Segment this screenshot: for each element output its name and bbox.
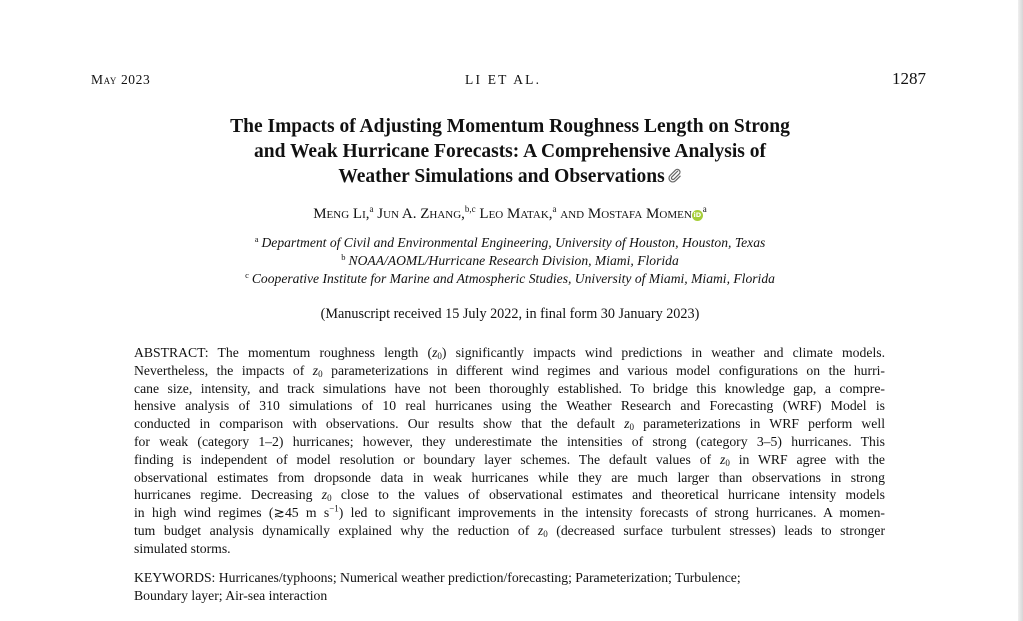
abstract-line-3: cane size, intensity, and track simulations have not been thoroughly established. To bridge this knowledge gap, a compre- bbox=[134, 380, 885, 396]
running-head bbox=[91, 70, 926, 90]
affiliation-c bbox=[180, 271, 840, 287]
manuscript-dates: (Manuscript received 15 July 2022, in final form 30 January 2023) bbox=[320, 306, 700, 322]
paperclip-icon[interactable] bbox=[667, 168, 682, 183]
keywords-text-1: Hurricanes/typhoons; Numerical weather prediction/forecasting; Parameterization; Turbulence; bbox=[215, 570, 741, 585]
keywords-line-1 bbox=[134, 569, 885, 587]
author-4[interactable] bbox=[560, 206, 706, 222]
author-2[interactable] bbox=[377, 206, 475, 222]
orcid-icon[interactable]: iD bbox=[693, 211, 702, 219]
affiliation-b bbox=[180, 253, 840, 269]
author-1-affil: a bbox=[369, 204, 374, 214]
page-number: 1287 bbox=[892, 69, 926, 88]
affiliation-a-marker: a bbox=[254, 234, 259, 244]
abstract-line-12: simulated storms. bbox=[134, 540, 231, 556]
abstract-line-5: conducted in comparison with observations. Our results show that the default $z_0$ parameterizations in WRF perform well bbox=[134, 416, 885, 433]
abstract-label: ABSTRACT: bbox=[134, 345, 209, 360]
abstract-line-2: Nevertheless, the impacts of $z_0$ parameterizations in different wind regimes and various model configurations on the hurri- bbox=[134, 362, 885, 379]
affiliation-c-text: Cooperative Institute for Marine and Atmospheric Studies, University of Miami, Miami, Florida bbox=[251, 271, 775, 286]
author-3-affil: a bbox=[552, 204, 557, 214]
author-1[interactable] bbox=[313, 206, 373, 222]
title-line-3-text: Weather Simulations and Observations bbox=[338, 166, 665, 187]
z0-symbol: $z_0$ bbox=[537, 522, 548, 539]
z0-symbol: $z_0$ bbox=[321, 487, 332, 504]
keywords-line-2: Boundary layer; Air-sea interaction bbox=[134, 587, 328, 603]
affiliation-b-text: NOAA/AOML/Hurricane Research Division, Miami, Florida bbox=[348, 253, 679, 268]
author-list bbox=[180, 206, 840, 223]
author-3[interactable] bbox=[479, 206, 556, 222]
abstract-line-9: hurricanes regime. Decreasing $z_0$ close to the values of observational estimates and theoretical hurricane intensity models bbox=[134, 487, 885, 504]
abstract-line-8: observational estimates from dropsonde data in weak hurricanes while they are much larger than observations in strong bbox=[134, 469, 885, 485]
z0-symbol: $z_0$ bbox=[719, 451, 730, 468]
author-2-name: Jun A. Zhang, bbox=[377, 206, 465, 222]
author-4-affil: a bbox=[702, 204, 707, 214]
abstract bbox=[134, 344, 885, 558]
keywords-label: KEYWORDS: bbox=[134, 570, 216, 585]
author-4-name: and Mostafa Momen bbox=[560, 206, 692, 222]
z0-symbol: $z_0$ bbox=[312, 362, 323, 379]
affiliation-c-marker: c bbox=[245, 270, 249, 280]
title-line-3 bbox=[180, 164, 840, 189]
abstract-line-4: hensive analysis of 310 simulations of 10 real hurricanes using the Weather Research and Forecasting (WRF) Model is bbox=[134, 398, 885, 414]
author-1-name: Meng Li, bbox=[313, 206, 370, 222]
author-2-affil: b,c bbox=[464, 204, 476, 214]
z0-symbol: $z_0$ bbox=[624, 416, 634, 433]
abstract-line-11: tum budget analysis dynamically explained why the reduction of $z_0$ (decreased surface turbulent stresses) leads to stronger bbox=[134, 522, 886, 539]
author-3-name: Leo Matak, bbox=[479, 206, 553, 222]
page-edge-shadow bbox=[1018, 0, 1023, 621]
abstract-line-6: for weak (category 1–2) hurricanes; however, they underestimate the intensities of strong (category 3–5) hurricanes. This bbox=[134, 433, 885, 449]
affiliation-a bbox=[180, 235, 840, 251]
running-head-date: May 2023 bbox=[91, 72, 151, 87]
affiliation-a-text: Department of Civil and Environmental Engineering, University of Houston, Houston, Texas bbox=[261, 235, 766, 250]
keywords bbox=[134, 569, 885, 605]
abstract-line-1: ABSTRACT: The momentum roughness length $(z_0)$ significantly impacts wind predictions in weather and climate models. bbox=[134, 345, 885, 361]
running-head-authors: LI ET AL. bbox=[465, 72, 542, 87]
unit-exponent: −1 bbox=[329, 503, 339, 514]
title-line-2: and Weak Hurricane Forecasts: A Comprehensive Analysis of bbox=[254, 141, 766, 162]
paper-title bbox=[180, 114, 840, 189]
title-line-1: The Impacts of Adjusting Momentum Roughness Length on Strong bbox=[230, 116, 790, 137]
abstract-line-7: finding is independent of model resolution or boundary layer schemes. The default values of $z_0$ in WRF agree with the bbox=[134, 451, 885, 468]
affiliation-b-marker: b bbox=[341, 252, 346, 262]
z0-symbol: $z_0$ bbox=[432, 345, 442, 361]
abstract-line-10: in high wind regimes (≳45 m $s^{-1}$) led to significant improvements in the intensity forecasts of strong hurricanes. A momen- bbox=[134, 503, 885, 521]
